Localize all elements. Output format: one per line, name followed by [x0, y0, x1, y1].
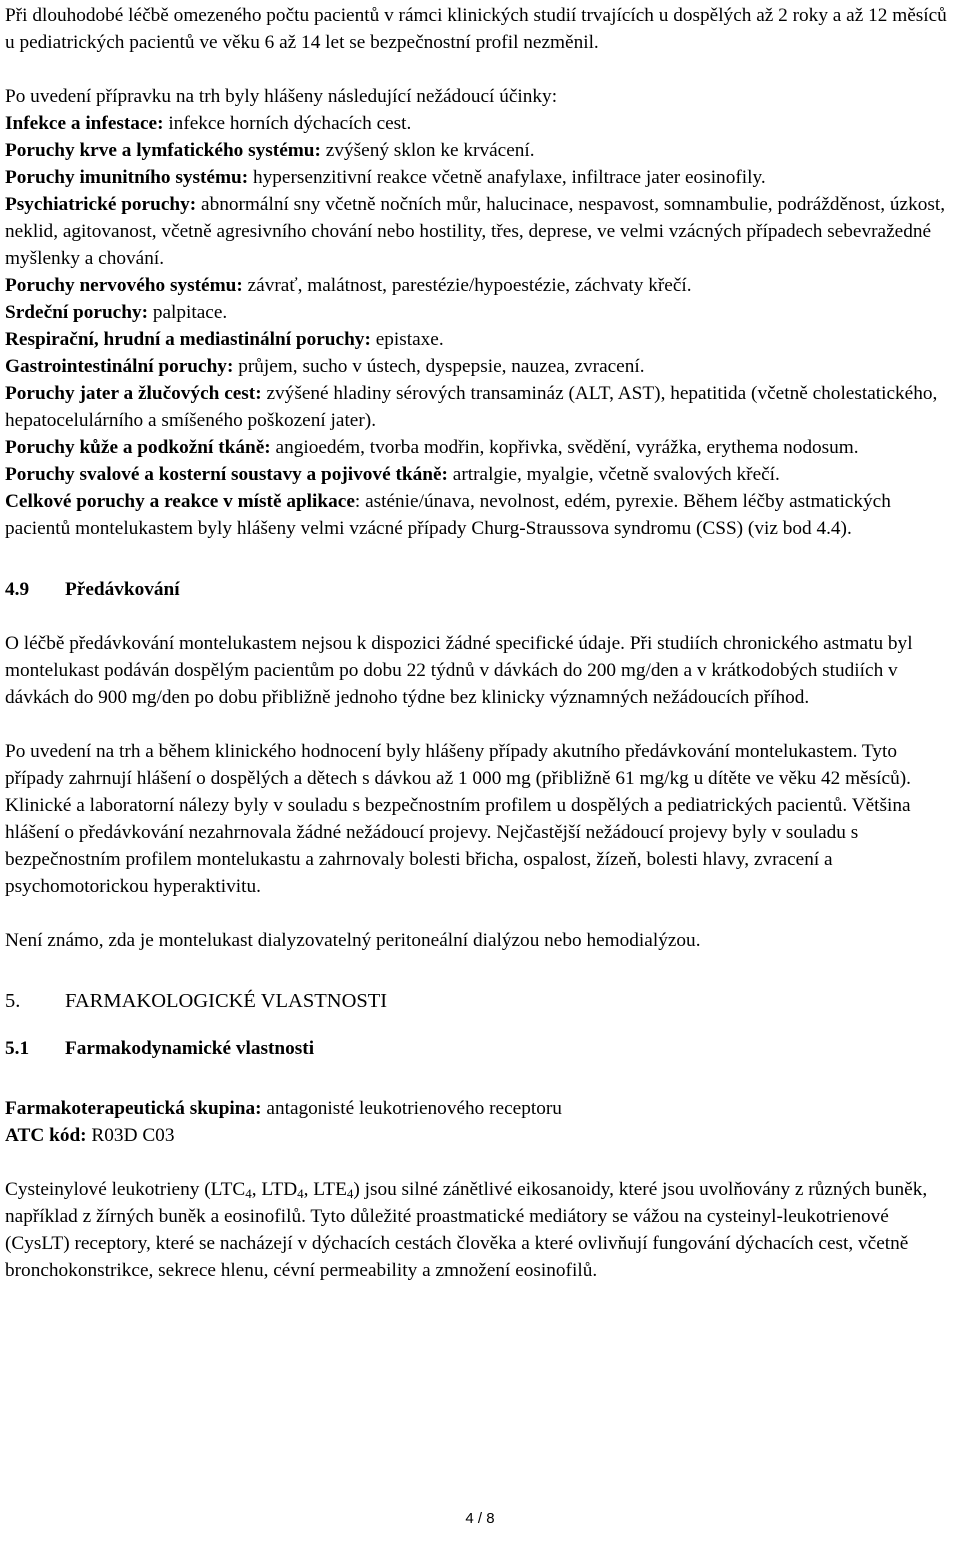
ae-text: abnormální sny včetně nočních můr, halucinace, nespavost, somnambulie, podrážděnost, úzkost, neklid, agitovanost, včetně agresivního chování nebo hostility, třes, deprese, ve velmi vzácných případech sebevražedné myšlenky a chování.: [5, 194, 946, 269]
ae-text: : asténie/únava, nevolnost, edém, pyrexie. Během léčby astmatických pacientů montelukastem byly hlášeny velmi vzácné případy Churg-Straussova syndromu (CSS) (viz bod 4.4).: [5, 491, 891, 539]
ae-term: Poruchy kůže a podkožní tkáně:: [5, 437, 271, 458]
ae-text: artralgie, myalgie, včetně svalových křečí.: [447, 464, 780, 485]
paragraph-leukotrienes: [5, 1176, 955, 1284]
ae-term: Poruchy svalové a kosterní soustavy a pojivové tkáně:: [5, 464, 448, 485]
ae-immune: [5, 164, 955, 191]
atc-value: R03D C03: [86, 1125, 175, 1146]
ae-term: Poruchy krve a lymfatického systému:: [5, 140, 321, 161]
ae-nervous: [5, 272, 955, 299]
paragraph-dialysis: Není známo, zda je montelukast dialyzovatelný peritoneální dialýzou nebo hemodialýzou.: [5, 930, 701, 951]
section-title: Farmakodynamické vlastnosti: [65, 1038, 315, 1059]
ae-text: angioedém, tvorba modřin, kopřivka, svědění, vyrážka, erythema nodosum.: [270, 437, 859, 458]
ae-gastrointestinal: [5, 353, 955, 380]
ae-term: Srdeční poruchy:: [5, 302, 149, 323]
ae-text: zvýšené hladiny sérových transamináz (ALT, AST), hepatitida (včetně cholestatického, hepatocelulárního a smíšeného poškození jater).: [5, 383, 938, 431]
ae-text: zvýšený sklon ke krvácení.: [320, 140, 535, 161]
page-number: 4 / 8: [465, 1510, 495, 1527]
section-number: 5.: [5, 990, 21, 1012]
subscript: 4: [297, 1186, 304, 1201]
section-heading-5-1: [5, 1035, 955, 1062]
text-run: , LTD: [251, 1179, 298, 1200]
ae-text: průjem, sucho v ústech, dyspepsie, nauzea, zvracení.: [233, 356, 645, 377]
ae-term: Celkové poruchy a reakce v místě aplikace: [5, 491, 355, 512]
paragraph-overdose-studies: O léčbě předávkování montelukastem nejsou k dispozici žádné specifické údaje. Při studiích chronického astmatu byl montelukast podáván dospělým pacientům po dobu 22 týdnů v dávkách do 200 mg/den a v krátkodobých studiích v dávkách do 900 mg/den po dobu přibližně jednoho týdne bez klinicky významných nežádoucích příhod.: [5, 633, 913, 708]
ae-psychiatric: [5, 191, 955, 272]
group-label: Farmakoterapeutická skupina:: [5, 1098, 262, 1119]
section-number: 5.1: [5, 1038, 30, 1059]
ae-text: závrať, malátnost, parestézie/hypoestézie, záchvaty křečí.: [242, 275, 692, 296]
group-value: antagonisté leukotrienového receptoru: [261, 1098, 562, 1119]
ae-term: Gastrointestinální poruchy:: [5, 356, 234, 377]
paragraph-postmarketing-intro: Po uvedení přípravku na trh byly hlášeny následující nežádoucí účinky:: [5, 86, 558, 107]
ae-text: epistaxe.: [370, 329, 444, 350]
ae-general: [5, 488, 955, 542]
ae-musculoskeletal: [5, 461, 955, 488]
text-run: Cysteinylové leukotrieny (LTC: [5, 1179, 246, 1200]
ae-blood: [5, 137, 955, 164]
ae-hepatobiliary: [5, 380, 955, 434]
subscript: 4: [346, 1186, 354, 1201]
ae-term: Poruchy nervového systému:: [5, 275, 243, 296]
document-page: [5, 2, 955, 1284]
section-title: FARMAKOLOGICKÉ VLASTNOSTI: [65, 990, 388, 1012]
ae-term: Respirační, hrudní a mediastinální poruchy:: [5, 329, 371, 350]
ae-infections: [5, 110, 955, 137]
atc-code: [5, 1122, 955, 1149]
section-heading-4-9: [5, 576, 955, 603]
ae-text: hypersenzitivní reakce včetně anafylaxe, infiltrace jater eosinofily.: [248, 167, 766, 188]
ae-text: palpitace.: [148, 302, 228, 323]
ae-text: infekce horních dýchacích cest.: [163, 113, 412, 134]
ae-term: Poruchy imunitního systému:: [5, 167, 249, 188]
ae-respiratory: [5, 326, 955, 353]
text-run: , LTE: [303, 1179, 347, 1200]
ae-term: Psychiatrické poruchy:: [5, 194, 197, 215]
paragraph-overdose-postmarketing: Po uvedení na trh a během klinického hodnocení byly hlášeny případy akutního předávkování montelukastem. Tyto případy zahrnují hlášení o dospělých a dětech s dávkou až 1 000 mg (přibližně 61 mg/kg u dítěte ve věku 42 měsíců). Klinické a laboratorní nálezy byly v souladu s bezpečnostním profilem u dospělých a pediatrických pacientů. Většina hlášení o předávkování nezahrnovala žádné nežádoucí projevy. Nejčastější nežádoucí projevy byly v souladu s bezpečnostním profilem montelukastu a zahrnovaly bolesti břicha, ospalost, žízeň, bolesti hlavy, zvracení a psychomotorickou hyperaktivitu.: [5, 741, 911, 897]
section-number: 4.9: [5, 579, 30, 600]
text-run: ) jsou silné zánětlivé eikosanoidy, které jsou uvolňovány z různých buněk, například z žírných buněk a eosinofilů. Tyto důležité proastmatické mediátory se vážou na cysteinyl-leukotrienové (CysLT) receptory, které se nacházejí v dýchacích cestách člověka a které ovlivňují fungování dýchacích cest, včetně bronchokonstrikce, sekrece hlenu, cévní permeability a zmnožení eosinofilů.: [5, 1179, 928, 1281]
pharmacotherapeutic-group: [5, 1095, 955, 1122]
subscript: 4: [245, 1186, 252, 1201]
ae-term: Poruchy jater a žlučových cest:: [5, 383, 262, 404]
ae-term: Infekce a infestace:: [5, 113, 164, 134]
ae-cardiac: [5, 299, 955, 326]
section-title: Předávkování: [65, 579, 180, 600]
ae-skin: [5, 434, 955, 461]
paragraph-long-term-safety: Při dlouhodobé léčbě omezeného počtu pacientů v rámci klinických studií trvajících u dospělých až 2 roky a až 12 měsíců u pediatrických pacientů ve věku 6 až 14 let se bezpečnostní profil nezměnil.: [5, 5, 947, 53]
atc-label: ATC kód:: [5, 1125, 87, 1146]
section-heading-5: [5, 988, 955, 1015]
